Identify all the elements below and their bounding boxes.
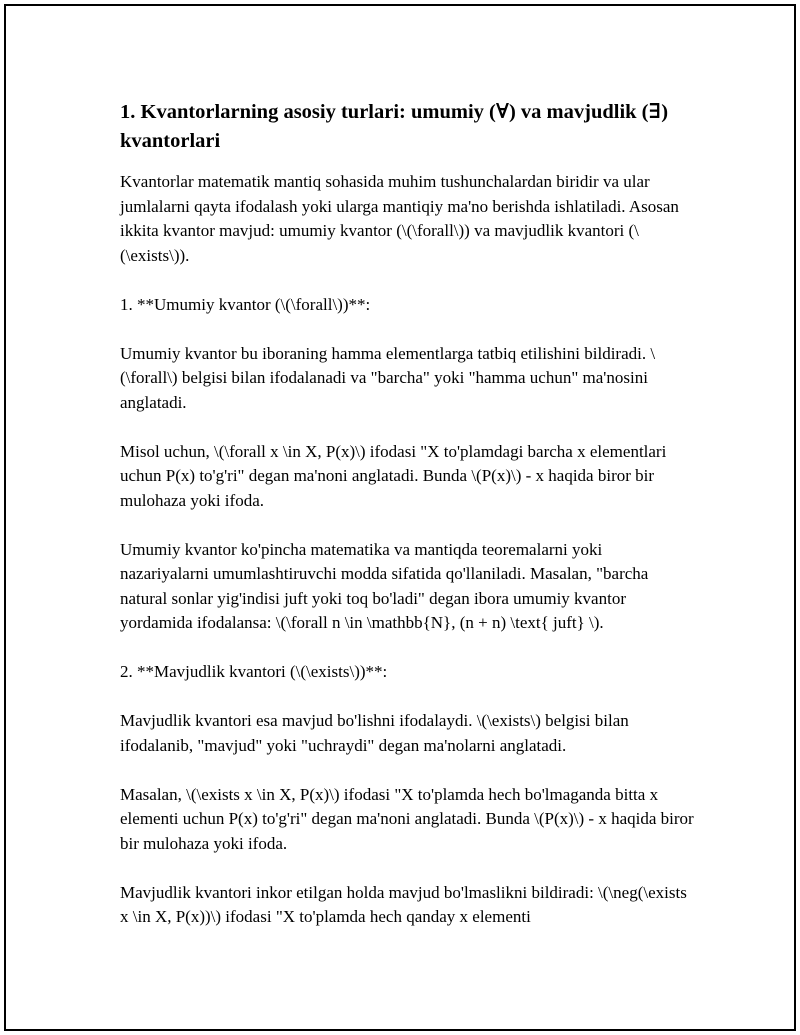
existential-quantifier-example: Masalan, \(\exists x \in X, P(x)\) ifodasi "X to'plamda hech bo'lmaganda bitta x elementi uchun P(x) to'g'ri" degan ma'noni anglatadi. Bunda \(P(x)\) - x haqida biror bir mulohaza yoki ifoda. [120,784,694,853]
existential-quantifier-definition: Mavjudlik kvantori esa mavjud bo'lishni ifodalaydi. \(\exists\) belgisi bilan ifodalanib, "mavjud" yoki "uchraydi" degan ma'nolarni anglatadi. [120,711,629,755]
section-heading: 1. Kvantorlarning asosiy turlari: umumiy (∀) va mavjudlik (∃) kvantorlari [120,101,669,152]
intro-paragraph: Kvantorlar matematik mantiq sohasida muhim tushunchalardan biridir va ular jumlalarni qayta ifodalash yoki ularga mantiqiy ma'no berishda ishlatiladi. Asosan ikkita kvantor mavjud: umumiy kvantor (\(\forall\)) va mavjudlik kvantori (\(\exists\)). [120,172,679,265]
universal-quantifier-example: Misol uchun, \(\forall x \in X, P(x)\) ifodasi "X to'plamdagi barcha x elementlari uchun P(x) to'g'ri" degan ma'noni anglatadi. Bunda \(P(x)\) - x haqida biror bir mulohaza yoki ifoda. [120,441,667,510]
existential-quantifier-negation: Mavjudlik kvantori inkor etilgan holda mavjud bo'lmaslikni bildiradi: \(\neg(\exists x \in X, P(x))\) ifodasi "X to'plamda hech qanday x elementi [120,882,687,926]
universal-quantifier-title: 1. **Umumiy kvantor (\(\forall\))**: [120,294,371,314]
universal-quantifier-usage: Umumiy kvantor ko'pincha matematika va mantiqda teoremalarni yoki nazariyalarni umumlashtiruvchi modda sifatida qo'llaniladi. Masalan, "barcha natural sonlar yig'indisi juft yoki toq bo'ladi" degan ibora umumiy kvantor yordamida ifodalansa: \(\forall n \in \mathbb{N}, (n + n) \text{ juft} \). [120,539,649,632]
existential-quantifier-title: 2. **Mavjudlik kvantori (\(\exists\))**: [120,662,388,681]
page-frame [4,4,796,1031]
universal-quantifier-definition: Umumiy kvantor bu iboraning hamma elementlarga tatbiq etilishini bildiradi. \(\forall\) belgisi bilan ifodalanadi va "barcha" yoki "hamma uchun" ma'nosini anglatadi. [120,343,656,412]
document-body [120,98,695,954]
